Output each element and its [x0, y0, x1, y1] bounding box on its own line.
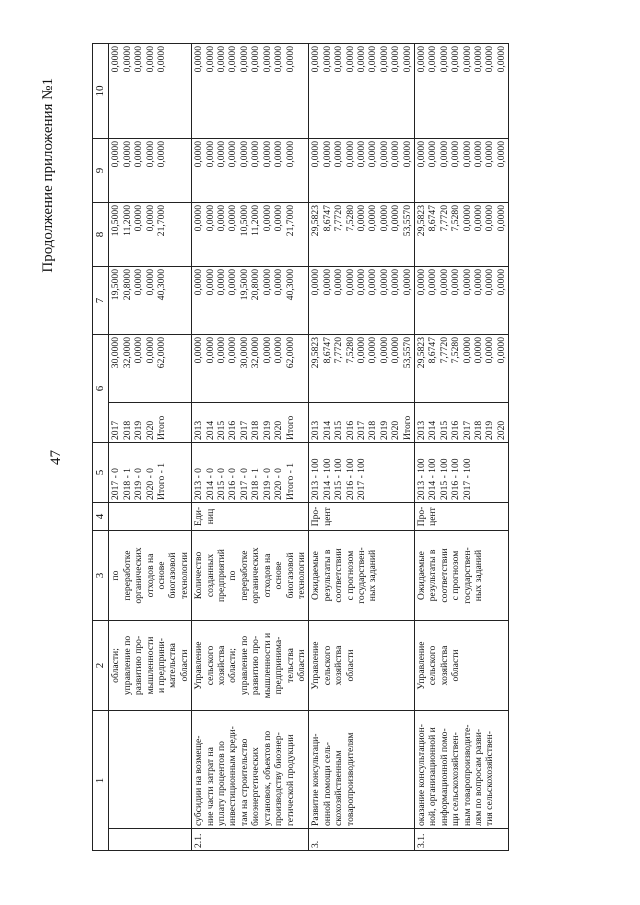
- row-number: 3.: [309, 829, 415, 851]
- column-header: 4: [93, 503, 109, 531]
- target-values: 2017 - 0 2018 - 1 2019 - 0 2020 - 0 Итого - 1: [109, 443, 192, 503]
- measure-name: оказание консультацион- ной, организационной и информационной помо- щи сельскохозяйствен- ным товаропроизводите- лям по вопросам разви- тия сельскохозяйствен-: [414, 711, 508, 829]
- funding-col9: 0,0000 0,0000 0,0000 0,0000 0,0000 0,0000 0,0000 0,0000: [414, 139, 508, 203]
- indicator: по переработке органических отходов на основе биогазовой технологии: [109, 531, 192, 621]
- column-header: 1: [93, 711, 109, 851]
- funding-col10: 0,0000 0,0000 0,0000 0,0000 0,0000: [109, 44, 192, 139]
- funding-col8: 10,5000 11,2000 0,0000 0,0000 21,7000: [109, 203, 192, 267]
- column-header: 3: [93, 531, 109, 621]
- row-number: 2.1.: [192, 829, 309, 851]
- appendix-caption: Продолжение приложения №1: [40, 78, 56, 273]
- table-row: [414, 44, 508, 851]
- indicator: Ожидаемые результаты в соответствии с прогнозом государствен- ных заданий: [414, 531, 508, 621]
- measure-name: [109, 711, 192, 829]
- total-funding: 29,5823 8,6747 7,7720 7,5280 0,0000 0,0000 0,0000 0,0000: [414, 335, 508, 403]
- executor: области; управление по развитию про- мышленности и предприни- мательства области: [109, 621, 192, 711]
- target-values: 2013 - 100 2014 - 100 2015 - 100 2016 - 100 2017 - 100: [414, 443, 508, 503]
- table-row: [309, 44, 415, 851]
- target-values: 2013 - 100 2014 - 100 2015 - 100 2016 - 100 2017 - 100: [309, 443, 415, 503]
- executor: Управление сельского хозяйства области; управление по развитию про- мышленности и предпринима- тельства области: [192, 621, 309, 711]
- funding-col8: 29,5823 8,6747 7,7720 7,5280 0,0000 0,0000 0,0000 0,0000: [414, 203, 508, 267]
- funding-col9: 0,0000 0,0000 0,0000 0,0000 0,0000 0,0000 0,0000 0,0000 0,0000: [192, 139, 309, 203]
- funding-col7: 0,0000 0,0000 0,0000 0,0000 0,0000 0,0000 0,0000 0,0000: [414, 267, 508, 335]
- years: 2013 2014 2015 2016 2017 2018 2019 2020: [414, 403, 508, 443]
- funding-col10: 0,0000 0,0000 0,0000 0,0000 0,0000 0,0000 0,0000 0,0000: [414, 44, 508, 139]
- funding-col10: 0,0000 0,0000 0,0000 0,0000 0,0000 0,0000 0,0000 0,0000 0,0000: [309, 44, 415, 139]
- measure-name: субсидии на возмеще- ние части затрат на уплату процентов по инвестиционным креди- там на строительство биоэнергетических установок, объектов по производству биоэнер- гетической продукции: [192, 711, 309, 829]
- column-header: 9: [93, 139, 109, 203]
- years: 2017 2018 2019 2020 Итого: [109, 403, 192, 443]
- indicator: Ожидаемые результаты в соответствии с прогнозом государствен- ных заданий: [309, 531, 415, 621]
- header-row: [93, 44, 109, 851]
- unit: [109, 503, 192, 531]
- column-header: 6: [93, 335, 109, 443]
- total-funding: 29,5823 8,6747 7,7720 7,5280 0,0000 0,0000 0,0000 0,0000 53,5570: [309, 335, 415, 403]
- funding-col7: 19,5000 20,8000 0,0000 0,0000 40,3000: [109, 267, 192, 335]
- unit: Про- цент: [414, 503, 508, 531]
- column-header: 5: [93, 443, 109, 503]
- table-row: [192, 44, 309, 851]
- years: 2013 2014 2015 2016 2017 2018 2019 2020 Итого: [309, 403, 415, 443]
- unit: Еди- ниц: [192, 503, 309, 531]
- funding-col9: 0,0000 0,0000 0,0000 0,0000 0,0000: [109, 139, 192, 203]
- funding-col10: 0,0000 0,0000 0,0000 0,0000 0,0000 0,0000 0,0000 0,0000 0,0000: [192, 44, 309, 139]
- program-table: [92, 43, 509, 851]
- column-header: 7: [93, 267, 109, 335]
- measure-name: Развитие консультаци- онной помощи сель- скохозяйственным товаропроизводителям: [309, 711, 415, 829]
- executor: Управление сельского хозяйства области: [309, 621, 415, 711]
- funding-col8: 0,0000 0,0000 0,0000 0,0000 10,5000 11,2000 0,0000 0,0000 21,7000: [192, 203, 309, 267]
- target-values: 2013 - 0 2014 - 0 2015 - 0 2016 - 0 2017 - 0 2018 - 1 2019 - 0 2020 - 0 Итого - 1: [192, 443, 309, 503]
- page-number: 47: [48, 450, 64, 465]
- unit: Про- цент: [309, 503, 415, 531]
- row-number: 3.1.: [414, 829, 508, 851]
- funding-col8: 29,5823 8,6747 7,7720 7,5280 0,0000 0,0000 0,0000 0,0000 53,5570: [309, 203, 415, 267]
- column-header: 8: [93, 203, 109, 267]
- row-number: [109, 829, 192, 851]
- funding-col7: 0,0000 0,0000 0,0000 0,0000 0,0000 0,0000 0,0000 0,0000 0,0000: [309, 267, 415, 335]
- total-funding: 30,0000 32,0000 0,0000 0,0000 62,0000: [109, 335, 192, 403]
- indicator: Количество созданных предприятий по переработке органических отходов на основе биогазовой технологии: [192, 531, 309, 621]
- total-funding: 0,0000 0,0000 0,0000 0,0000 30,0000 32,0000 0,0000 0,0000 62,0000: [192, 335, 309, 403]
- executor: Управление сельского хозяйства области: [414, 621, 508, 711]
- years: 2013 2014 2015 2016 2017 2018 2019 2020 Итого: [192, 403, 309, 443]
- funding-col9: 0,0000 0,0000 0,0000 0,0000 0,0000 0,0000 0,0000 0,0000 0,0000: [309, 139, 415, 203]
- column-header: 2: [93, 621, 109, 711]
- table-row: [109, 44, 192, 851]
- column-header: 10: [93, 44, 109, 139]
- funding-col7: 0,0000 0,0000 0,0000 0,0000 19,5000 20,8000 0,0000 0,0000 40,3000: [192, 267, 309, 335]
